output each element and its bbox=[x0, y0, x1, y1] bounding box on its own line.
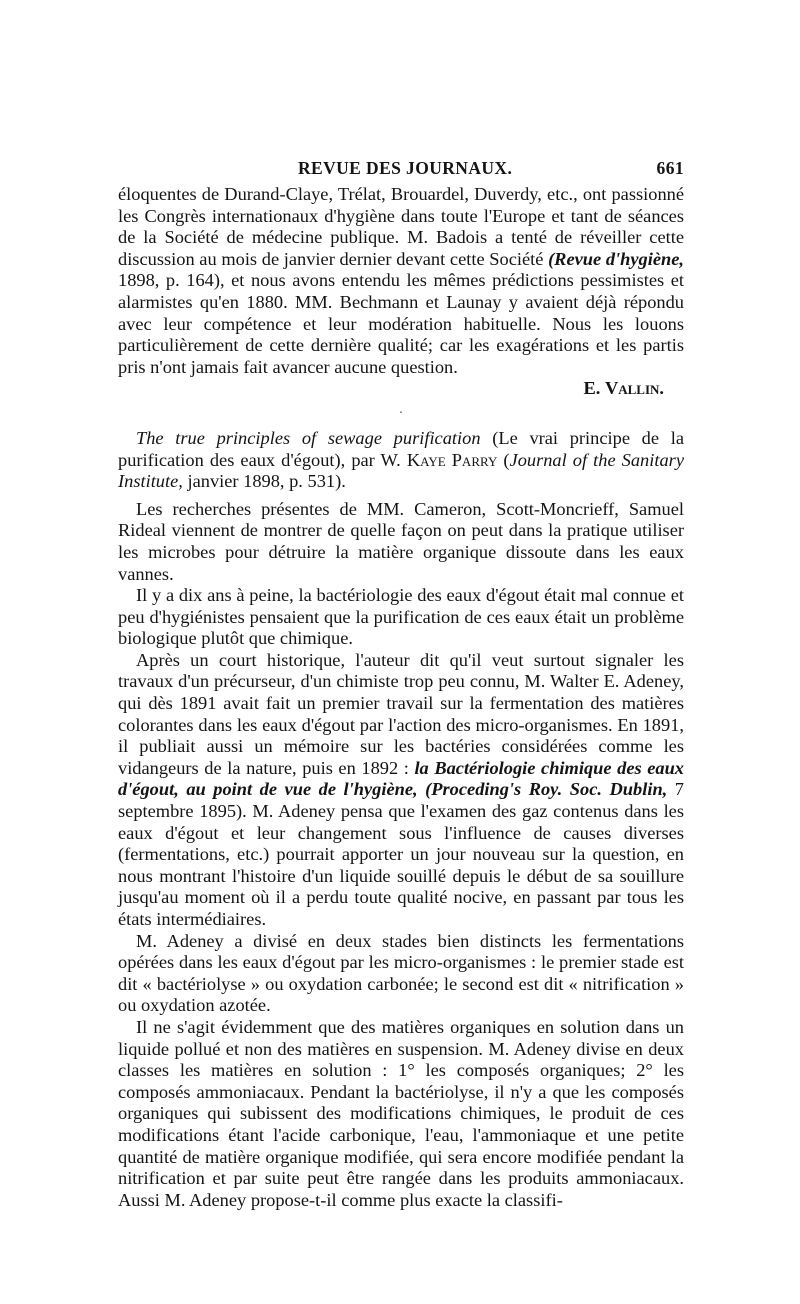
page-header bbox=[118, 158, 684, 182]
source-citation: (Revue d'hygiène, bbox=[548, 248, 684, 269]
article-author: Kaye Parry bbox=[406, 449, 498, 470]
publication-source: (Proceding's Roy. Soc. Dublin, bbox=[425, 779, 668, 800]
paragraph-1: Les recherches présentes de MM. Cameron, Scott-Moncrieff, Samuel Rideal viennent de montrer de quelle façon on peut dans la pratique utiliser les microbes pour détruire la matière organique dissoute dans les eaux vannes. bbox=[118, 498, 684, 584]
page-number: 661 bbox=[656, 158, 684, 178]
journal-name: Journal of the Sanitary Institute, bbox=[118, 449, 684, 492]
article-title: The true principles of sewage purification bbox=[136, 427, 481, 448]
paragraph-5: Il ne s'agit évidemment que des matières organiques en solution dans un liquide pollué et non des matières en suspension. M. Adeney divise en deux classes les matières en solution : 1° les composés organiques; 2° les composés ammoniacaux. Pendant la bactériolyse, il n'y a que les composés organiques qui subissent des modifications chimiques, le produit de ces modifications étant l'acide carbonique, l'eau, l'ammoniaque et une petite quantité de matière organique modifiée, qui sera encore modifiée pendant la nitrification et par suite peut être rangée dans les produits ammoniacaux. Aussi M. Adeney propose-t-il comme plus exacte la classifi- bbox=[118, 1016, 684, 1210]
paragraph-4: M. Adeney a divisé en deux stades bien distincts les fermentations opérées dans les eaux d'égout par les micro-organismes : le premier stade est dit « bactériolyse » ou oxydation carbonée; le second est dit « nitrification » ou oxydation azotée. bbox=[118, 930, 684, 1016]
previous-review-conclusion: éloquentes de Durand-Claye, Trélat, Brouardel, Duverdy, etc., ont passionné les Congrès internationaux d'hygiène dans toute l'Europe et tant de séances de la Société de médecine publique. M. Badois a tenté de réveiller cette discussion au mois de janvier dernier devant cette Société (Revue d'hygiène, 1898, p. 164), et nous avons entendu les mêmes prédictions pessimistes et alarmistes qu'en 1880. MM. Bechmann et Launay y avaient déjà répondu avec leur compétence et leur modération habituelle. Nous les louons particulièrement de cette dernière qualité; car les exagérations et les partis pris n'ont jamais fait avancer aucune question. bbox=[118, 184, 684, 377]
paragraph-2: Il y a dix ans à peine, la bactériologie des eaux d'égout était mal connue et peu d'hygiénistes pensaient que la purification de ces eaux était un problème biologique plutôt que chimique. bbox=[118, 585, 684, 649]
section-separator: · bbox=[398, 405, 404, 421]
running-title: REVUE DES JOURNAUX. bbox=[298, 158, 513, 178]
page-body bbox=[118, 184, 684, 1211]
publication-title: la Bactériologie chimique des eaux d'égout, au point de vue de l'hygiène, bbox=[118, 757, 684, 800]
article-heading: The true principles of sewage purification (Le vrai principe de la purification des eaux d'égout), par W. Kaye Parry (Journal of the Sanitary Institute, janvier 1898, p. 531). bbox=[118, 427, 684, 492]
paragraph-3: Après un court historique, l'auteur dit qu'il veut surtout signaler les travaux d'un précurseur, d'un chimiste trop peu connu, M. Walter E. Adeney, qui dès 1891 avait fait un premier travail sur la fermentation des matières colorantes dans les eaux d'égout par l'action des micro-organismes. En 1891, il publiait aussi un mémoire sur les bactéries considérées comme les vidangeurs de la nature, puis en 1892 : la Bactériologie chimique des eaux d'égout, au point de vue de l'hygiène, (Proceding's Roy. Soc. Dublin, 7 septembre 1895). M. Adeney pensa que l'examen des gaz contenus dans les eaux d'égout et leur changement sous l'influence de causes diverses (fermentations, etc.) pourrait apporter un jour nouveau sur la question, en nous montrant l'histoire d'un liquide souillé depuis le début de sa souillure jusqu'au moment où il a perdu toute qualité nocive, en passant par tous les états intermédiaires. bbox=[118, 649, 684, 929]
review-signature: E. Vallin. bbox=[583, 378, 664, 399]
